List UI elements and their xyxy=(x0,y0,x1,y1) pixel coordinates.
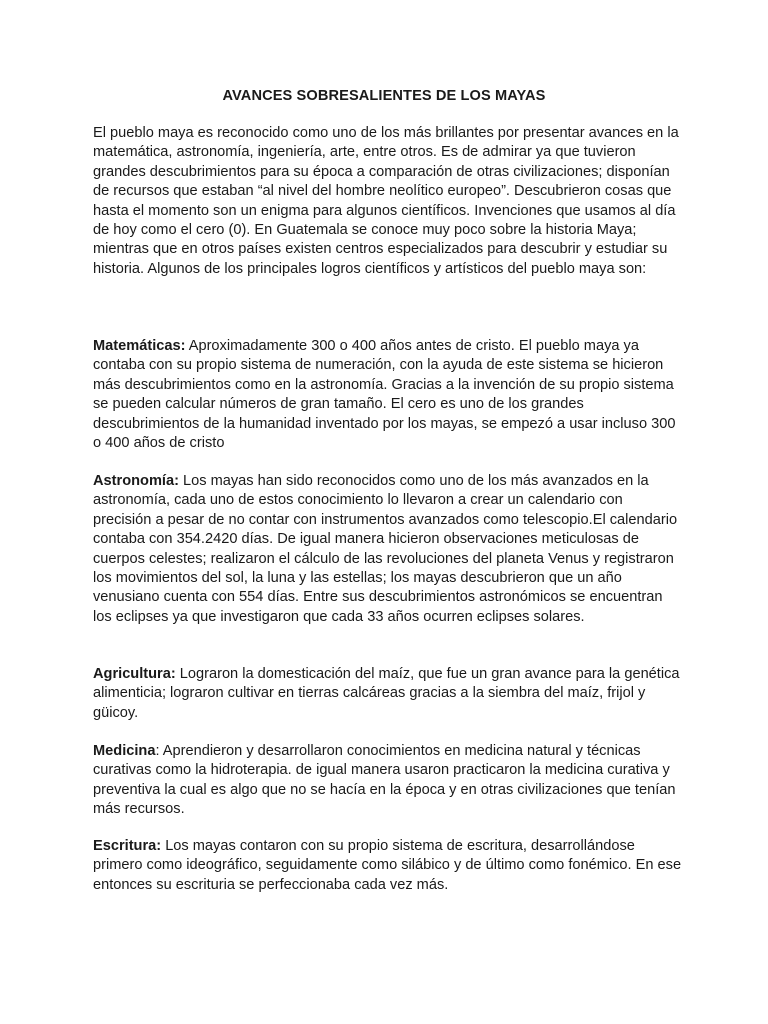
section-text: Los mayas contaron con su propio sistema de escritura, desarrollándose primero como ideográfico, seguidamente como silábico y de último como fonémico. En ese entonces su escrituria se perfeccionaba cada vez más. xyxy=(93,838,682,893)
section-term: Astronomía: xyxy=(93,473,179,489)
section-term: Matemáticas: xyxy=(93,338,186,354)
document-title: AVANCES SOBRESALIENTES DE LOS MAYAS xyxy=(222,88,546,104)
section-term: Agricultura: xyxy=(93,666,176,682)
section-medicina xyxy=(93,742,683,820)
intro-paragraph: El pueblo maya es reconocido como uno de los más brillantes por presentar avances en la matemática, astronomía, ingeniería, arte, entre otros. Es de admirar ya que tuvieron grandes descubrimientos para su época a comparación de otras civilizaciones; disponían de recursos que estaban “al nivel del hombre neolítico europeo”. Descubrieron cosas que hasta el momento son un enigma para algunos científicos. Invenciones que usamos al día de hoy como el cero (0). En Guatemala se conoce muy poco sobre la historia Maya; mientras que en otros países existen centros especializados para descubrir y estudiar su historia. Algunos de los principales logros científicos y artísticos del pueblo maya son: xyxy=(93,125,679,277)
section-agricultura xyxy=(93,665,683,723)
section-escritura xyxy=(93,837,683,895)
section-text: Los mayas han sido reconocidos como uno de los más avanzados en la astronomía, cada uno de estos conocimiento lo llevaron a crear un calendario con precisión a pesar de no contar con instrumentos avanzados como telescopio.El calendario contaba con 354.2420 días. De igual manera hicieron observaciones meticulosas de cuerpos celestes; realizaron el cálculo de las revoluciones del planeta Venus y registraron los movimientos del sol, la luna y las estellas; los mayas descubrieron que un año venusiano cuenta con 554 días. Entre sus descubrimientos astronómicos se encuentran los eclipses ya que investigaron que cada 33 años ocurren eclipses solares. xyxy=(93,473,678,625)
section-term: Escritura: xyxy=(93,838,162,854)
section-matematicas xyxy=(93,337,683,453)
section-text: Aproximadamente 300 o 400 años antes de cristo. El pueblo maya ya contaba con su propio sistema de numeración, con la ayuda de este sistema se hicieron más descubrimientos como en la astronomía. Gracias a la invención de su propio sistema se pueden calcular números de gran tamaño. El cero es uno de los grandes descubrimientos de la humanidad inventado por los mayas, se empezó a usar incluso 300 o 400 años de cristo xyxy=(93,338,676,452)
section-term: Medicina xyxy=(93,743,156,759)
section-text: Lograron la domesticación del maíz, que fue un gran avance para la genética alimenticia; lograron cultivar en tierras calcáreas gracias a la siembra del maíz, frijol y güicoy. xyxy=(93,666,680,721)
section-astronomia xyxy=(93,472,683,627)
section-text: : Aprendieron y desarrollaron conocimientos en medicina natural y técnicas curativas como la hidroterapia. de igual manera usaron practicaron la medicina curativa y preventiva la cual es algo que no se hacía en la época y en otras civilizaciones que tenían más recursos. xyxy=(93,743,676,818)
